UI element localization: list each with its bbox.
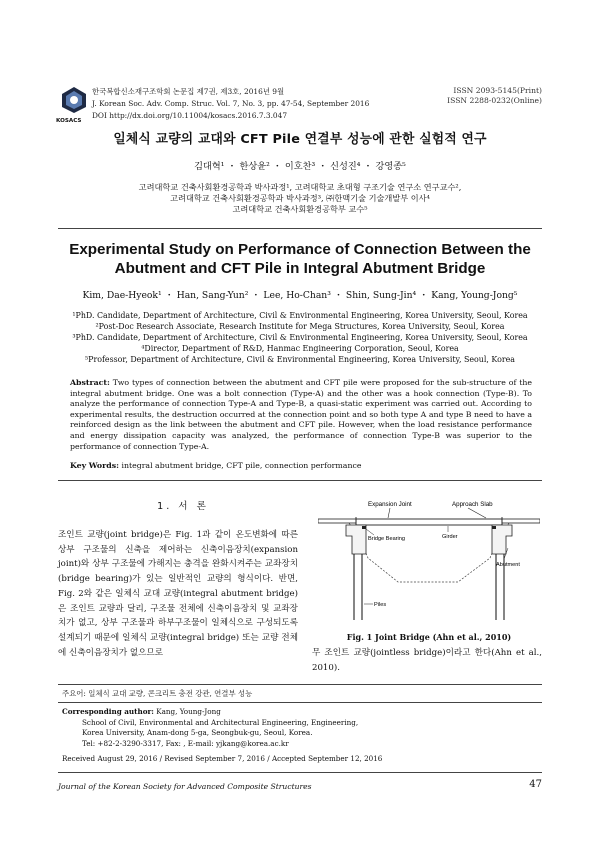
journal-header [92, 48, 369, 122]
keywords-text: integral abutment bridge, CFT pile, connection performance [121, 461, 362, 470]
title-korean: 일체식 교량의 교대와 CFT Pile 연결부 성능에 관한 실험적 연구 [113, 132, 487, 147]
label-bridge-bearing: Bridge Bearing [368, 536, 406, 542]
figure-joint-bridge [318, 492, 540, 632]
body-text-left: 조인트 교량(joint bridge)은 Fig. 1과 같이 온도변화에 따른 상부 구조물의 신축을 제어하는 신축이음장치(expansion joint)와 상부 구조물에 가해지는 충격을 완화시켜주는 교좌장치(bridge bearing)가 있는 일반적인 교량의 형식이다. 반면, Fig. 2와 같은 일체식 교대 교량(integral abutment bridge)은 조인트 교량과 달리, 구조물 전체에 신축이음장치 및 교좌장치가 없고, 상부 구조물과 하부구조물이 일체식으로 구성되도록 설계되기 때문에 일체식 교량(integral bridge) 또는 교량 전체에 신축이음장치가 없으므로 [58, 530, 298, 658]
label-piles: Piles [374, 602, 387, 608]
body-text-right: 무 조인트 교량(jointless bridge)이라고 한다(Ahn et al., 2010). [312, 648, 542, 673]
affil-en-line: ⁵Professor, Department of Architecture, Civil & Environmental Engineering, Korea University, Seoul, Korea [84, 355, 515, 364]
issn-online: ISSN 2288-0232(Online) [447, 96, 542, 105]
journal-kr: 한국복합신소재구조학회 논문집 제7권, 제3호, 2016년 9월 [92, 87, 285, 96]
affil-en-line: ²Post-Doc Research Associate, Research Institute for Mega Structures, Korea University, Seoul, Korea [95, 322, 505, 331]
divider [58, 772, 542, 773]
affil-en-line: ³PhD. Candidate, Department of Architecture, Civil & Environmental Engineering, Korea University, Seoul, Korea [72, 333, 528, 342]
corr-line: School of Civil, Environmental and Architectural Engineering, Engineering, [82, 717, 359, 727]
divider [58, 480, 542, 481]
title-en-line: Abutment and CFT Pile in Integral Abutment Bridge [114, 260, 486, 277]
issn-block [447, 86, 542, 106]
abstract-text: Two types of connection between the abutment and CFT pile were proposed for the sub-structure of the integral abutment bridge. One was a bolt connection (Type-A) and the other was a hook connection (Type-B). To analyze the performance of connection Type-A and Type-B, a quasi-static experiment was carried out. According to experimental results, the destruction occurred at the connection point and so both type A and type B need to have a reinforced design as the link between the abutment and CFT pile. However, when the load resistance performance and energy dissipation capacity was analyzed, the performance of connection Type-B was superior to the performance of connection Type-A. [70, 378, 532, 451]
abstract [70, 378, 532, 452]
kw-kr-text: 일체식 교대 교량, 콘크리트 충전 강관, 연결부 성능 [88, 689, 253, 698]
doi: DOI http://dx.doi.org/10.11004/kosacs.2016.7.3.047 [92, 111, 288, 120]
label-abutment: Abutment [496, 562, 520, 568]
label-expansion-joint: Expansion Joint [368, 501, 412, 508]
corr-name: Kang, Young-Jong [156, 707, 221, 716]
label-approach-slab: Approach Slab [452, 501, 493, 508]
keywords [70, 461, 532, 470]
affil-kr-line: 고려대학교 건축사회환경공학과 박사과정³, ㈜한맥기술 기술개발부 이사⁴ [170, 193, 430, 203]
journal-en: J. Korean Soc. Adv. Comp. Struc. Vol. 7, No. 3, pp. 47-54, September 2016 [92, 99, 370, 108]
section-title: 1. 서 론 [157, 501, 209, 512]
received-dates: Received August 29, 2016 / Revised September 7, 2016 / Accepted September 12, 2016 [62, 754, 383, 763]
affil-kr-line: 고려대학교 건축사회환경공학과 박사과정¹, 고려대학교 초대형 구조기술 연구소 연구교수², [138, 182, 462, 192]
page-number: 47 [529, 779, 542, 790]
divider [58, 684, 542, 685]
abstract-label: Abstract: [70, 378, 110, 387]
affil-en-line: ⁴Director, Department of R&D, Hanmac Engineering Corporation, Seoul, Korea [141, 344, 459, 353]
issn-print: ISSN 2093-5145(Print) [453, 86, 542, 95]
affil-en-line: ¹PhD. Candidate, Department of Architecture, Civil & Environmental Engineering, Korea University, Seoul, Korea [72, 311, 528, 320]
corr-line: Tel: +82-2-3290-3317, Fax: , E-mail: yjkang@korea.ac.kr [82, 738, 289, 748]
keywords-label: Key Words: [70, 461, 119, 470]
authors-korean: 김대혁¹ ・ 한상윤² ・ 이호찬³ ・ 신성진⁴ ・ 강영종⁵ [194, 161, 406, 172]
kosacs-logo [58, 85, 90, 119]
corr-line: Korea University, Anam-dong 5-ga, Seongbuk-gu, Seoul, Korea. [82, 728, 313, 738]
corr-label: Corresponding author: [62, 707, 154, 716]
figure-caption: Fig. 1 Joint Bridge (Ahn et al., 2010) [346, 632, 512, 642]
corresponding-author [62, 707, 358, 749]
affiliations-korean [0, 182, 600, 215]
affil-kr-line: 고려대학교 건축사회환경공학부 교수⁵ [232, 204, 368, 214]
affiliations-english [0, 310, 600, 365]
divider [58, 228, 542, 229]
logo-text: KOSACS [56, 118, 82, 124]
authors-english: Kim, Dae-Hyeok¹ ・ Han, Sang-Yun² ・ Lee, Ho-Chan³ ・ Shin, Sung-Jin⁴ ・ Kang, Young-Jong⁵ [82, 290, 518, 301]
kw-kr-label: 주요어: [62, 689, 86, 698]
keywords-korean [62, 688, 252, 699]
title-en-line: Experimental Study on Performance of Connection Between the [69, 241, 531, 258]
divider [58, 702, 542, 703]
footer-journal: Journal of the Korean Society for Advanced Composite Structures [58, 782, 312, 791]
title-english [0, 240, 600, 278]
label-girder: Girder [442, 534, 458, 540]
